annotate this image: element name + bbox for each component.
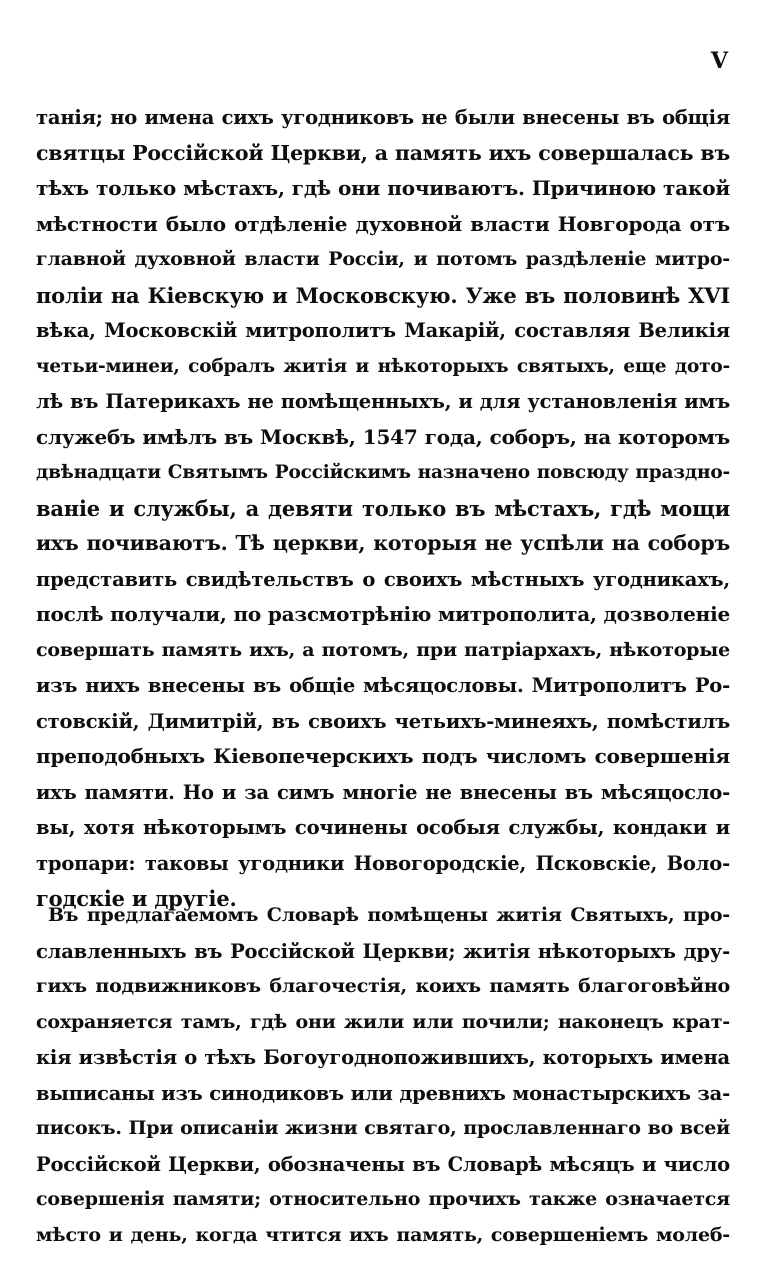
- text-line: главной духовной власти Россіи, и потомъ раздѣленіе митро-: [36, 248, 730, 270]
- text-line: ваніе и службы, а девяти только въ мѣстахъ, гдѣ мощи: [36, 495, 730, 521]
- text-line: тѣхъ только мѣстахъ, гдѣ они почиваютъ. Причиною такой: [36, 176, 730, 200]
- text-line: лѣ въ Патерикахъ не помѣщенныхъ, и для установленія имъ: [36, 390, 730, 413]
- text-line: совершать память ихъ, а потомъ, при патріархахъ, нѣкоторые: [36, 638, 730, 661]
- text-line: писокъ. При описаніи жизни святаго, прославленнаго во всей: [36, 1117, 730, 1139]
- text-line: послѣ получали, по разсмотрѣнію митрополита, дозволеніе: [36, 602, 730, 626]
- text-line: танія; но имена сихъ угодниковъ не были внесены въ общія: [36, 106, 730, 129]
- text-line: сохраняется тамъ, гдѣ они жили или почили; наконецъ крат-: [36, 1010, 730, 1033]
- text-line: изъ нихъ внесены въ общіе мѣсяцословы. Митрополитъ Ро-: [36, 674, 730, 697]
- text-line: представить свидѣтельствъ о своихъ мѣстныхъ угодникахъ,: [36, 567, 730, 591]
- text-line: славленныхъ въ Россійской Церкви; житія нѣкоторыхъ дру-: [36, 939, 730, 963]
- text-line: выписаны изъ синодиковъ или древнихъ монастырскихъ за-: [36, 1081, 730, 1105]
- text-line: Россійской Церкви, обозначены въ Словарѣ мѣсяцъ и число: [36, 1152, 730, 1176]
- text-line: служебъ имѣлъ въ Москвѣ, 1547 года, соборъ, на которомъ: [36, 424, 730, 449]
- text-line: поліи на Кіевскую и Московскую. Уже въ половинѣ XVI: [36, 282, 730, 308]
- text-line: тропари: таковы угодники Новогородскіе, Псковскіе, Воло-: [36, 851, 730, 875]
- text-line: ихъ памяти. Но и за симъ многіе не внесены въ мѣсяцосло-: [36, 780, 730, 804]
- text-line: четьи-минеи, собралъ житія и нѣкоторыхъ святыхъ, еще дото-: [36, 355, 730, 377]
- text-line: двѣнадцати Святымъ Россійскимъ назначено повсюду праздно-: [36, 462, 730, 483]
- text-line: кія извѣстія о тѣхъ Богоугоднопожившихъ, которыхъ имена: [36, 1046, 730, 1069]
- text-line: святцы Россійской Церкви, а память ихъ совершалась въ: [36, 140, 730, 165]
- text-line: стовскій, Димитрій, въ своихъ четьихъ-минеяхъ, помѣстилъ: [36, 709, 730, 733]
- text-line: вѣка, Московскій митрополитъ Макарій, составляя Великія: [36, 319, 730, 342]
- paragraph-1: [36, 100, 730, 917]
- text-line: преподобныхъ Кіевопечерскихъ подъ числомъ совершенія: [36, 744, 730, 768]
- text-line: годскіе и другіе.: [36, 886, 237, 911]
- text-line: ихъ почиваютъ. Тѣ церкви, которыя не успѣли на соборъ: [36, 531, 730, 555]
- text-line: мѣсто и день, когда чтится ихъ память, совершеніемъ молеб-: [36, 1223, 730, 1246]
- text-line: гихъ подвижниковъ благочестія, коихъ память благоговѣйно: [36, 975, 730, 997]
- text-line: совершенія памяти; относительно прочихъ также означается: [36, 1188, 730, 1210]
- page-number: V: [710, 48, 728, 74]
- text-line: мѣстности было отдѣленіе духовной власти Новгорода отъ: [36, 211, 730, 236]
- text-line: Въ предлагаемомъ Словарѣ помѣщены житія Святыхъ, про-: [48, 904, 730, 926]
- paragraph-2: [36, 898, 730, 1253]
- text-line: вы, хотя нѣкоторымъ сочинены особыя службы, кондаки и: [36, 816, 730, 839]
